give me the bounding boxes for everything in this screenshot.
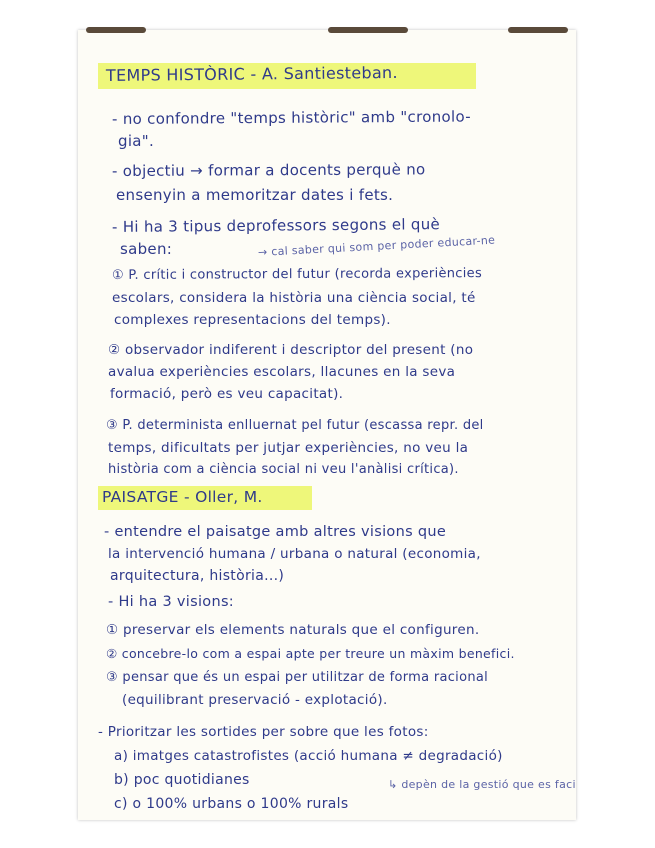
note-line: complexes representacions del temps). <box>114 312 391 328</box>
note-line: ① preservar els elements naturals que el configuren. <box>106 622 480 638</box>
note-line: avalua experiències escolars, llacunes en la seva <box>108 364 456 380</box>
note-line: - objectiu → formar a docents perquè no <box>111 160 426 180</box>
note-line: la intervenció humana / urbana o natural (economia, <box>108 546 481 562</box>
section-title: PAISATGE - Oller, M. <box>102 488 263 506</box>
note-line: - entendre el paisatge amb altres visions que <box>104 524 447 540</box>
note-line: b) poc quotidianes <box>114 772 250 788</box>
note-line: (equilibrant preservació - explotació). <box>122 692 388 708</box>
tape-strip <box>86 27 146 33</box>
note-line: ensenyin a memoritzar dates i fets. <box>116 186 394 204</box>
note-line: ③ P. determinista enlluernat pel futur (escassa repr. del <box>106 418 484 433</box>
note-line: - no confondre "temps històric" amb "cronolo- <box>111 107 471 128</box>
tape-strip <box>508 27 568 33</box>
note-line: saben: <box>120 240 173 258</box>
handwritten-notes-sheet <box>78 30 576 820</box>
note-line: - Hi ha 3 visions: <box>108 594 234 610</box>
note-line: gia". <box>118 132 155 150</box>
note-line: - Prioritzar les sortides per sobre que les fotos: <box>98 724 429 740</box>
note-line: - Hi ha 3 tipus deprofessors segons el què <box>111 215 441 236</box>
section-title: TEMPS HISTÒRIC - A. Santiesteban. <box>105 62 398 85</box>
margin-note: ↳ depèn de la gestió que es faci <box>388 778 576 791</box>
note-line: ③ pensar que és un espai per utilitzar de forma racional <box>106 670 489 685</box>
tape-strip <box>328 27 408 33</box>
note-line: a) imatges catastrofistes (acció humana ≠ degradació) <box>114 748 503 764</box>
note-line: arquitectura, història...) <box>110 568 285 584</box>
note-line: escolars, considera la història una ciència social, té <box>112 290 476 306</box>
note-line: ② observador indiferent i descriptor del present (no <box>108 342 474 358</box>
note-line: formació, però es veu capacitat). <box>110 386 344 402</box>
note-line: ① P. crític i constructor del futur (recorda experiències <box>111 266 483 283</box>
note-line: història com a ciència social ni veu l'anàlisi crítica). <box>108 462 459 477</box>
note-line: temps, dificultats per jutjar experiències, no veu la <box>108 440 469 456</box>
note-line: c) o 100% urbans o 100% rurals <box>114 796 349 812</box>
margin-note: → cal saber qui som per poder educar-ne <box>257 233 496 259</box>
note-line: ② concebre-lo com a espai apte per treure un màxim benefici. <box>106 646 515 661</box>
